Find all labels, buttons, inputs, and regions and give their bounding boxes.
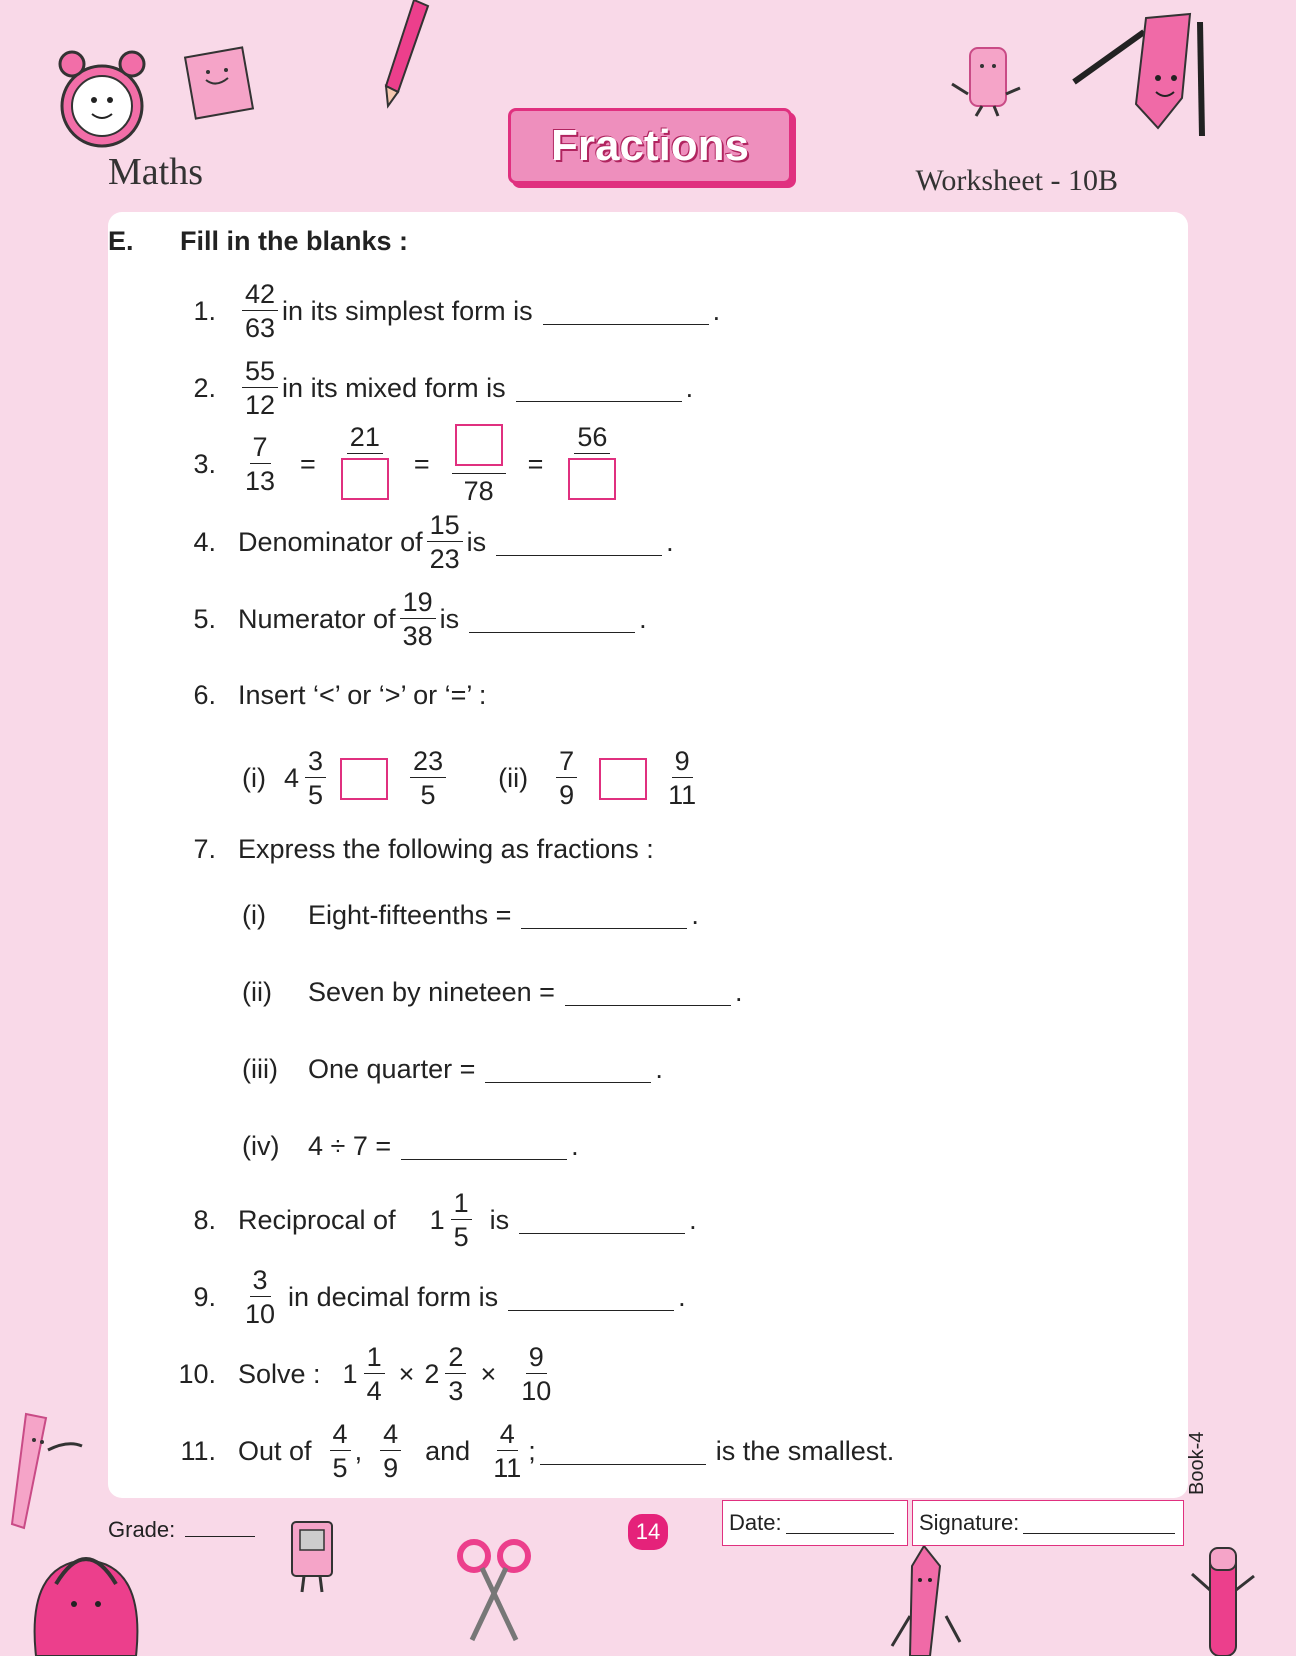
question-text: in its mixed form is bbox=[282, 373, 506, 403]
title-banner bbox=[508, 108, 792, 184]
section-letter: E. bbox=[108, 226, 134, 256]
fraction: $\frac{4}{5}$ bbox=[330, 1421, 351, 1482]
question-7-item: (iii) One quarter = . bbox=[242, 1054, 663, 1084]
crayon-character-icon bbox=[880, 1546, 970, 1656]
fraction: $\frac{9}{10}$ bbox=[521, 1342, 552, 1406]
fraction: $\frac{4}{11}$ bbox=[493, 1419, 522, 1483]
section-title: Fill in the blanks : bbox=[180, 226, 409, 256]
question-text: Out of bbox=[238, 1436, 312, 1466]
grade-blank[interactable] bbox=[185, 1516, 255, 1537]
question-text: Reciprocal of bbox=[238, 1205, 396, 1235]
signature-box[interactable]: Signature: bbox=[912, 1500, 1184, 1546]
ruler-character-icon bbox=[8, 1410, 88, 1530]
question-number: 4. bbox=[193, 527, 216, 557]
question-7 bbox=[160, 834, 654, 865]
question-10: 10. Solve : 1 $\frac{1}{4}$ × 2 $\frac{2}{3}$ × $\frac{9}{10}$ bbox=[160, 1344, 558, 1405]
answer-blank[interactable] bbox=[485, 1056, 651, 1083]
answer-blank[interactable] bbox=[565, 979, 731, 1006]
question-number: 8. bbox=[193, 1205, 216, 1235]
question-2: 2. $\frac{55}{12}$ in its mixed form is . bbox=[160, 358, 693, 419]
question-6-parts: (i) 4 $\frac{3}{5}$ $\frac{23}{5}$ (ii) $\frac{7}{9}$ $\frac{9}{11}$ bbox=[242, 748, 703, 809]
fraction: $\frac{4}{9}$ bbox=[380, 1421, 401, 1482]
fraction: 21 bbox=[338, 424, 392, 505]
question-number: 1. bbox=[193, 296, 216, 326]
answer-box[interactable] bbox=[455, 424, 503, 466]
date-box[interactable]: Date: bbox=[722, 1500, 908, 1546]
question-text: Insert ‘<’ or ‘>’ or ‘=’ : bbox=[238, 680, 487, 710]
question-3: 3. $\frac{7}{13}$ = 21 = 78 = 56 bbox=[160, 424, 623, 505]
fraction: $\frac{3}{10}$ bbox=[245, 1265, 276, 1329]
question-number: 7. bbox=[193, 834, 216, 864]
question-number: 6. bbox=[193, 680, 216, 710]
question-number: 2. bbox=[193, 373, 216, 403]
grade-field: Grade: bbox=[108, 1516, 259, 1543]
question-5: 5. Numerator of $\frac{19}{38}$ is . bbox=[160, 589, 647, 650]
question-number: 10. bbox=[178, 1359, 216, 1389]
page-number: 14 bbox=[628, 1514, 668, 1550]
worksheet-number: Worksheet - 10B bbox=[915, 164, 1118, 197]
fraction: 56 bbox=[565, 424, 619, 505]
question-1: 1. $\frac{42}{63}$ in its simplest form is . bbox=[160, 281, 720, 342]
signature-blank[interactable] bbox=[1023, 1513, 1175, 1534]
date-blank[interactable] bbox=[786, 1513, 894, 1534]
backpack-icon bbox=[16, 1524, 156, 1656]
fraction: $\frac{7}{9}$ bbox=[556, 748, 577, 809]
answer-blank[interactable] bbox=[401, 1133, 567, 1160]
question-7-item: (iv) 4 ÷ 7 = . bbox=[242, 1131, 579, 1161]
fraction: $\frac{42}{63}$ bbox=[242, 281, 278, 342]
question-text: Express the following as fractions : bbox=[238, 834, 654, 864]
scissors-icon bbox=[454, 1536, 534, 1646]
book-label: Book-4 bbox=[1186, 1431, 1208, 1495]
fraction: $\frac{7}{13}$ bbox=[245, 432, 276, 496]
fraction: $\frac{9}{11}$ bbox=[668, 746, 697, 810]
question-text: in its simplest form is bbox=[282, 296, 533, 326]
answer-blank[interactable] bbox=[540, 1438, 706, 1465]
question-text: Solve : bbox=[238, 1359, 321, 1389]
question-number: 9. bbox=[193, 1282, 216, 1312]
fraction: $\frac{1}{5}$ bbox=[451, 1190, 472, 1251]
answer-blank[interactable] bbox=[516, 375, 682, 402]
fraction: $\frac{15}{23}$ bbox=[427, 512, 463, 573]
question-7-item: (ii) Seven by nineteen = . bbox=[242, 977, 743, 1007]
fraction: $\frac{23}{5}$ bbox=[410, 748, 446, 809]
question-4: 4. Denominator of $\frac{15}{23}$ is . bbox=[160, 512, 674, 573]
fraction: $\frac{1}{4}$ bbox=[364, 1344, 385, 1405]
page-title: Fractions bbox=[550, 121, 750, 170]
sharpener-icon bbox=[282, 1516, 342, 1596]
fraction: $\frac{19}{38}$ bbox=[400, 589, 436, 650]
question-9: 9. $\frac{3}{10}$ in decimal form is . bbox=[160, 1267, 686, 1328]
answer-box[interactable] bbox=[341, 458, 389, 500]
notepad-icon bbox=[176, 46, 262, 124]
fraction: $\frac{3}{5}$ bbox=[305, 748, 326, 809]
question-8: 8. Reciprocal of 1 $\frac{1}{5}$ is . bbox=[160, 1190, 697, 1251]
subject-label: Maths bbox=[108, 151, 203, 193]
answer-blank[interactable] bbox=[521, 902, 687, 929]
pencil-icon bbox=[376, 0, 436, 110]
question-text: Numerator of bbox=[238, 604, 396, 634]
fraction: 78 bbox=[452, 424, 506, 505]
fraction: $\frac{2}{3}$ bbox=[445, 1344, 466, 1405]
answer-blank[interactable] bbox=[469, 606, 635, 633]
compare-box[interactable] bbox=[340, 758, 388, 800]
alarm-clock-icon bbox=[52, 44, 152, 164]
question-text: Denominator of bbox=[238, 527, 423, 557]
answer-box[interactable] bbox=[568, 458, 616, 500]
compare-box[interactable] bbox=[599, 758, 647, 800]
part-label: (ii) bbox=[498, 763, 529, 793]
answer-blank[interactable] bbox=[508, 1284, 674, 1311]
question-11: 11. Out of $\frac{4}{5}$ , $\frac{4}{9}$ and $\frac{4}{11}$ ; is the smallest. bbox=[160, 1421, 894, 1482]
pen-character-icon bbox=[1188, 1540, 1258, 1656]
question-7-item: (i) Eight-fifteenths = . bbox=[242, 900, 699, 930]
question-6 bbox=[160, 680, 486, 711]
answer-blank[interactable] bbox=[496, 529, 662, 556]
question-number: 3. bbox=[193, 449, 216, 479]
question-number: 5. bbox=[193, 604, 216, 634]
fraction: $\frac{55}{12}$ bbox=[242, 358, 278, 419]
answer-blank[interactable] bbox=[543, 298, 709, 325]
question-text: in decimal form is bbox=[288, 1282, 499, 1312]
eraser-icon bbox=[946, 44, 1026, 118]
part-label: (i) bbox=[242, 763, 266, 793]
answer-blank[interactable] bbox=[519, 1207, 685, 1234]
question-number: 11. bbox=[180, 1436, 216, 1466]
pencil-character-icon bbox=[1070, 8, 1220, 140]
